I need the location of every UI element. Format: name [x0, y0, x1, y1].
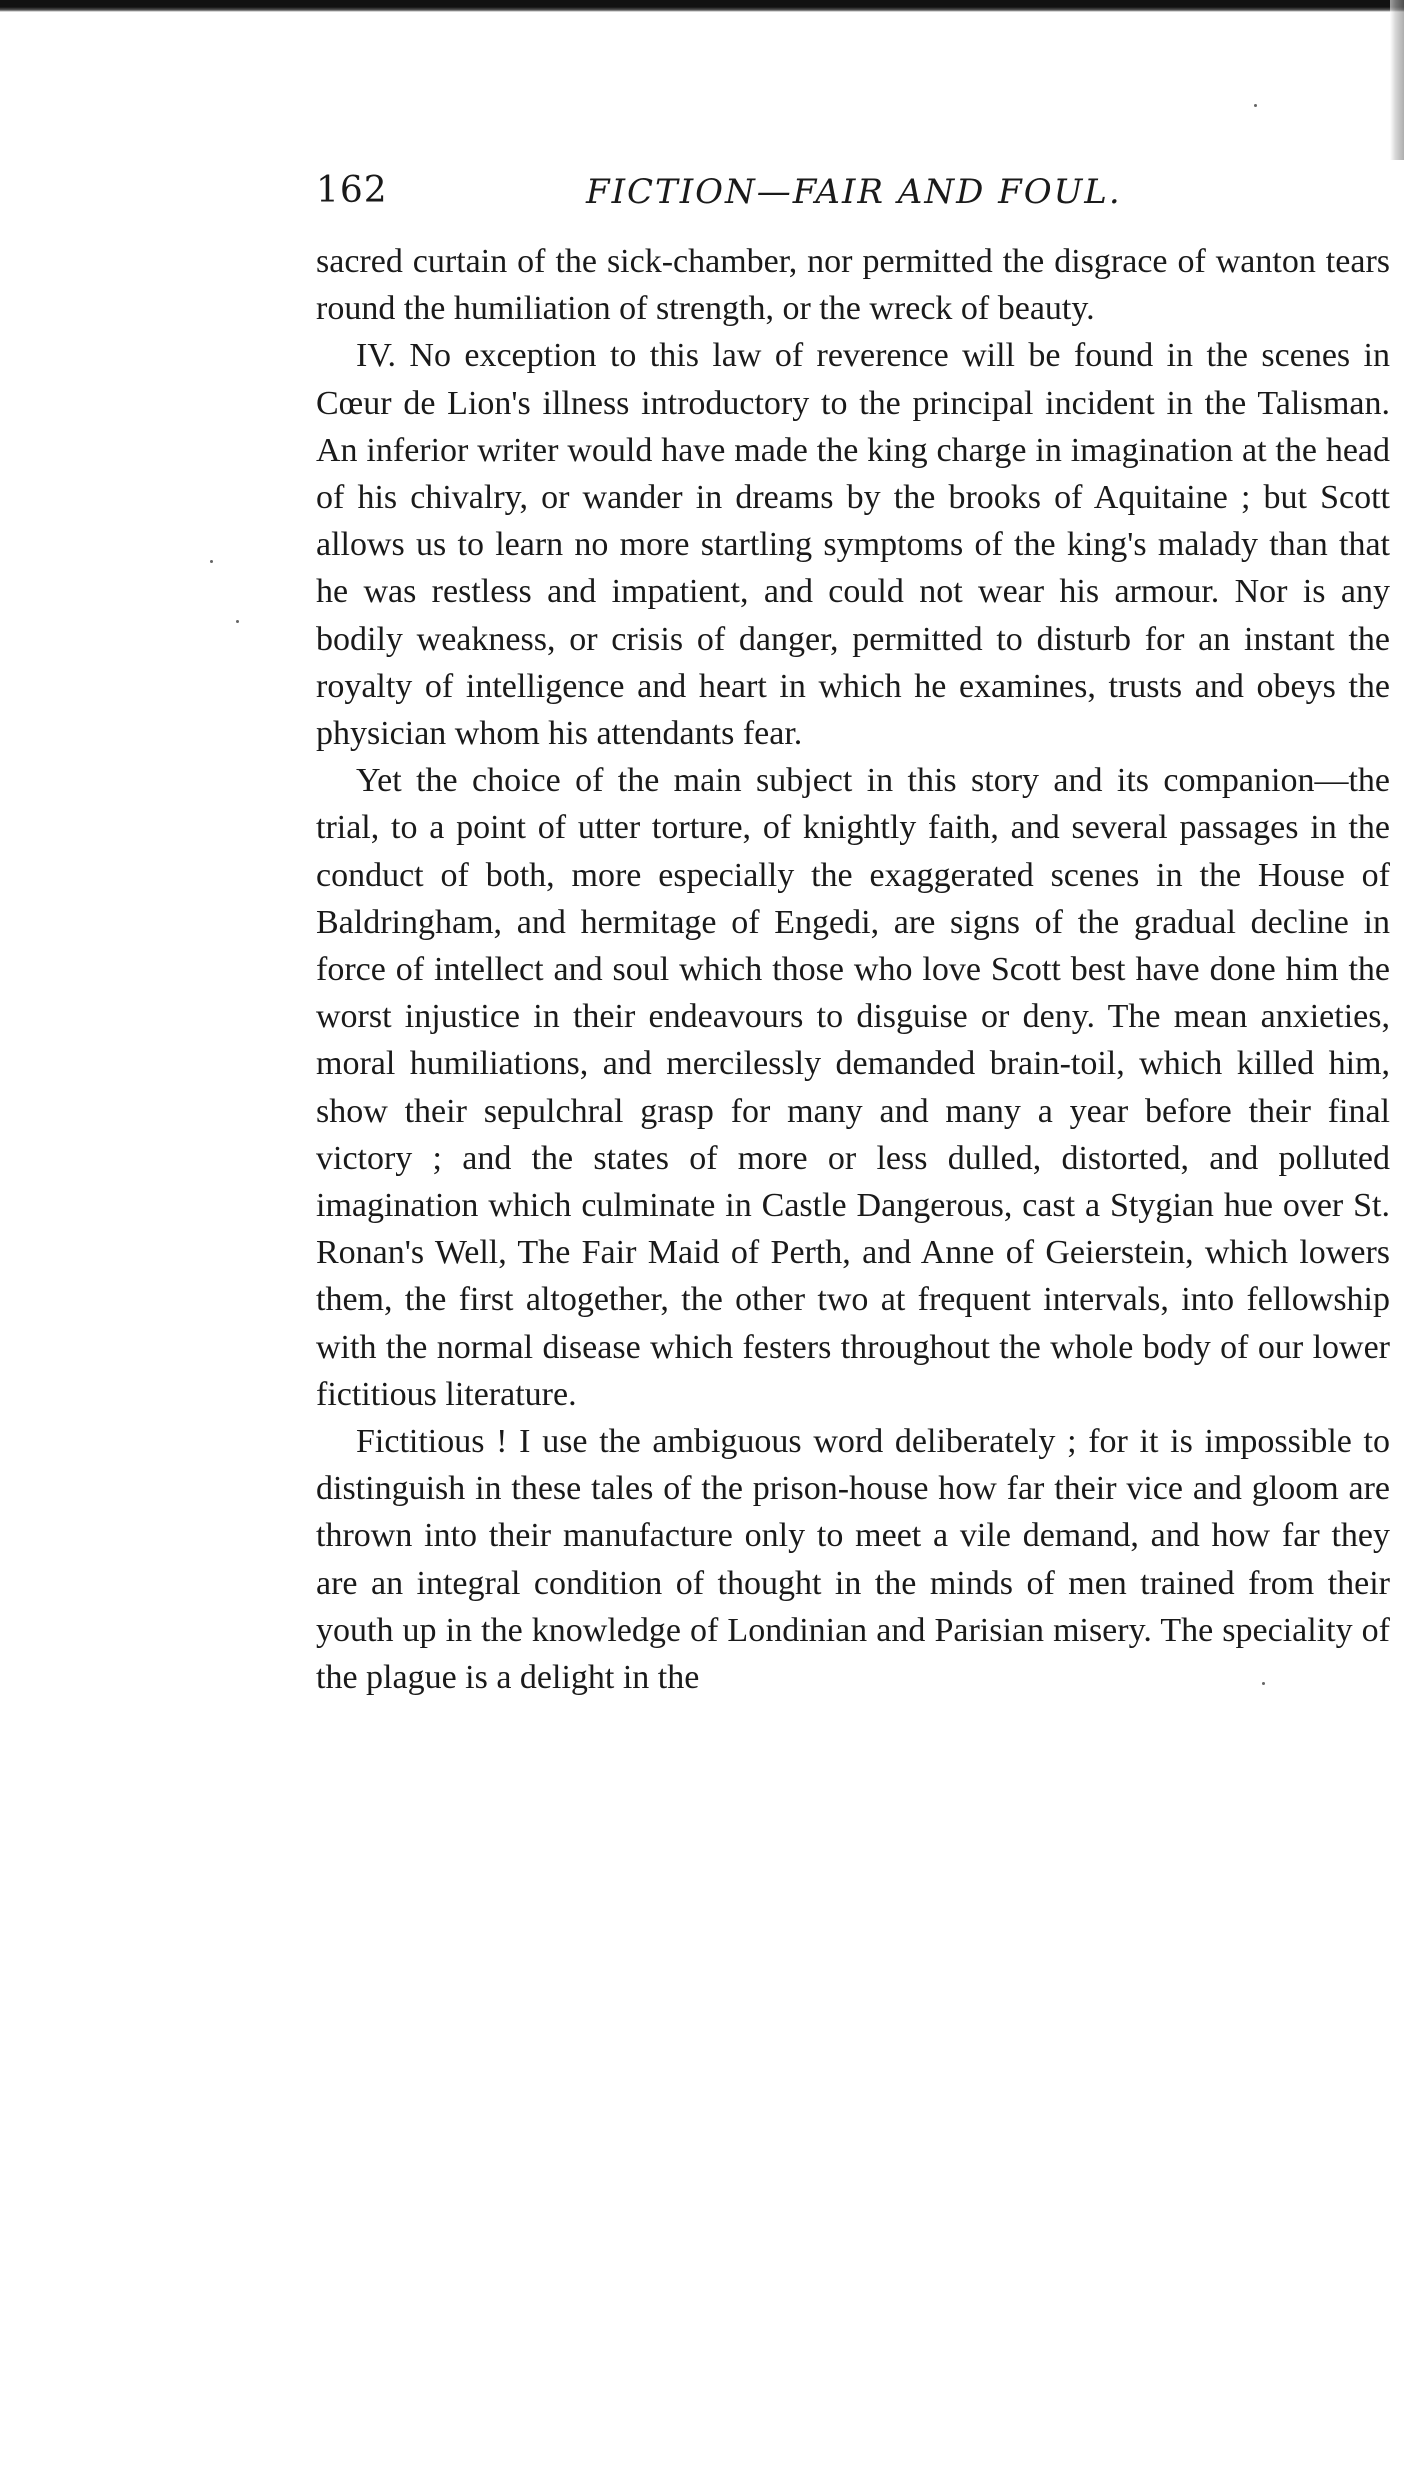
paper-speck [236, 620, 239, 623]
page-top-edge-shadow [0, 0, 1404, 12]
paragraph-fictitious: Fictitious ! I use the ambiguous word deliberately ; for it is impossible to distinguish in these tales of the prison-house how far their vice and gloom are thrown into their manufacture only to meet a vile demand, and how far they are an integral condition of thought in the minds of men trained from their youth up in the knowledge of Londinian and Parisian misery. The speciality of the plague is a delight in the [316, 1423, 1390, 1697]
body-text [316, 238, 1390, 1701]
paper-speck [1262, 1682, 1265, 1685]
running-title: FICTION—FAIR AND FOUL. [586, 172, 1122, 212]
paragraph-section-iv: IV. No exception to this law of reverence will be found in the scenes in Cœur de Lion's illness introductory to the principal incident in the Talisman. An inferior writer would have made the king charge in imagination at the head of his chivalry, or wander in dreams by the brooks of Aquitaine ; but Scott allows us to learn no more startling symptoms of the king's malady than that he was restless and impatient, and could not wear his armour. Nor is any bodily weakness, or crisis of danger, permitted to disturb for an instant the royalty of intelligence and heart in which he examines, trusts and obeys the physician whom his attendants fear. [316, 337, 1390, 753]
paragraph-continuation: sacred curtain of the sick-chamber, nor permitted the disgrace of wanton tears round the humiliation of strength, or the wreck of beauty. [316, 243, 1390, 328]
page-right-edge-shadow [1390, 0, 1404, 160]
page-number: 162 [316, 170, 388, 211]
book-page [316, 170, 1390, 1701]
paper-speck [210, 560, 213, 563]
running-head [316, 170, 1390, 230]
paper-speck [1254, 104, 1257, 107]
paragraph-decline: Yet the choice of the main subject in this story and its companion—the trial, to a point of utter torture, of knightly faith, and several passages in the conduct of both, more especially the exaggerated scenes in the House of Baldringham, and hermitage of Engedi, are signs of the gradual decline in force of intellect and soul which those who love Scott best have done him the worst injustice in their endeavours to disguise or deny. The mean anxieties, moral humiliations, and mercilessly demanded brain-toil, which killed him, show their sepulchral grasp for many and many a year before their final victory ; and the states of more or less dulled, distorted, and polluted imagination which culminate in Castle Dangerous, cast a Stygian hue over St. Ronan's Well, The Fair Maid of Perth, and Anne of Geierstein, which lowers them, the first altogether, the other two at frequent intervals, into fellowship with the normal disease which festers throughout the whole body of our lower fictitious literature. [316, 762, 1390, 1413]
